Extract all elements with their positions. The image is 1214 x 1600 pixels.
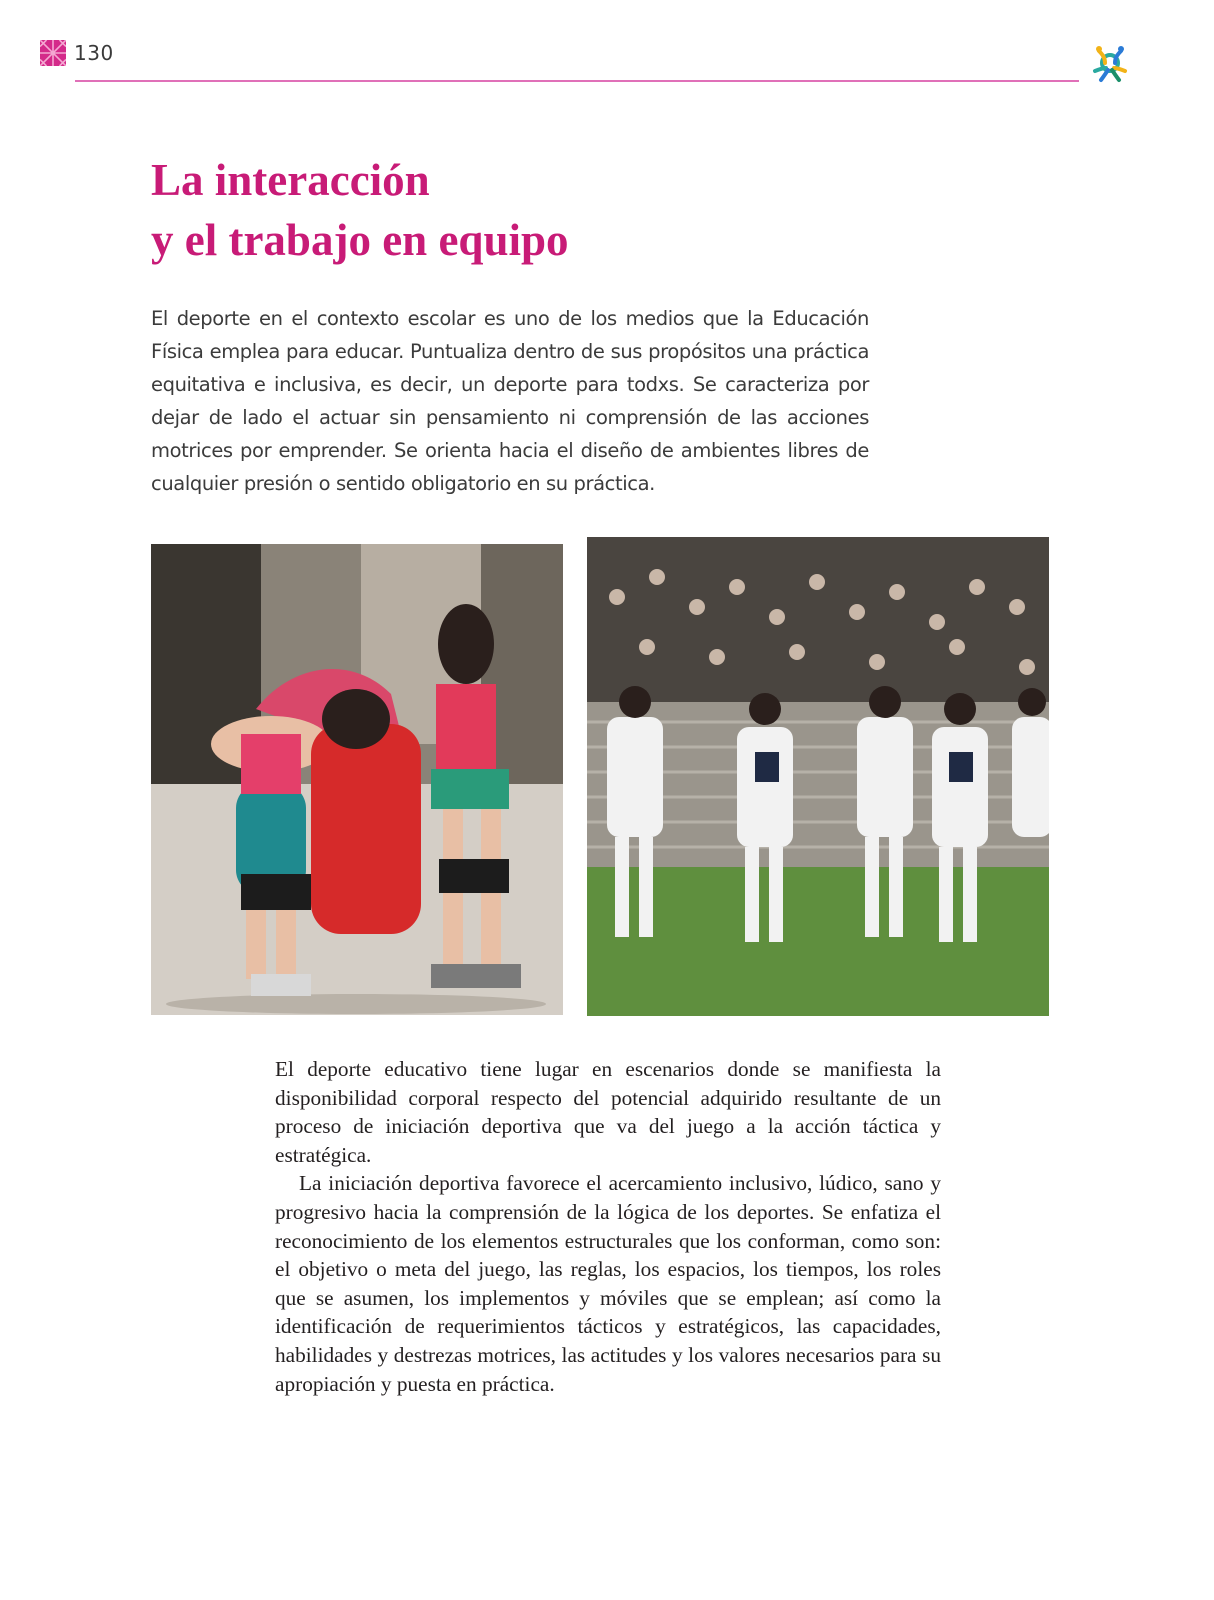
intro-paragraph: El deporte en el contexto escolar es uno de los medios que la Educación Física emplea para educar. Puntualiza dentro de sus propósitos una práctica equitativa e inclusiva, es decir, un deporte para todxs. Se caracteriza por dejar de lado el actuar sin pensamiento ni comprensión de las acciones motrices por emprender. Se orienta hacia el diseño de ambientes libres de cualquier presión o sentido obligatorio en su práctica.: [151, 307, 869, 495]
page-number: 130: [74, 41, 114, 65]
page-title: [151, 150, 569, 270]
page-header: [0, 0, 1214, 90]
body-paragraph-1: El deporte educativo tiene lugar en escenarios donde se manifiesta la disponibilidad corporal respecto del potencial adquirido resultante de un proceso de iniciación deportiva que va del juego a la acción táctica y estratégica.: [275, 1057, 941, 1167]
body-paragraph-2: La iniciación deportiva favorece el acercamiento inclusivo, lúdico, sano y progresivo hacia la comprensión de la lógica de los deportes. Se enfatiza el reconocimiento de los elementos estructurales que los conforman, como son: el objetivo o meta del juego, las reglas, los espacios, los tiempos, los roles que se asumen, los implementos y móviles que se emplean; así como la identificación de requerimientos tácticos y estratégicos, las capacidades, habilidades y destrezas motrices, las actitudes y los valores necesarios para su apropiación y puesta en práctica.: [275, 1171, 941, 1396]
title-line-2: y el trabajo en equipo: [151, 215, 569, 265]
colorful-figure-logo-icon: [1085, 38, 1135, 88]
header-divider: [75, 80, 1079, 82]
body-text: [275, 1055, 941, 1398]
title-line-1: La interacción: [151, 155, 430, 205]
pink-pattern-square-icon: [40, 40, 66, 66]
group-of-young-women-embracing-outdoors-photo: [151, 544, 563, 1015]
womens-soccer-team-celebrating-on-field-photo: [587, 537, 1049, 1016]
